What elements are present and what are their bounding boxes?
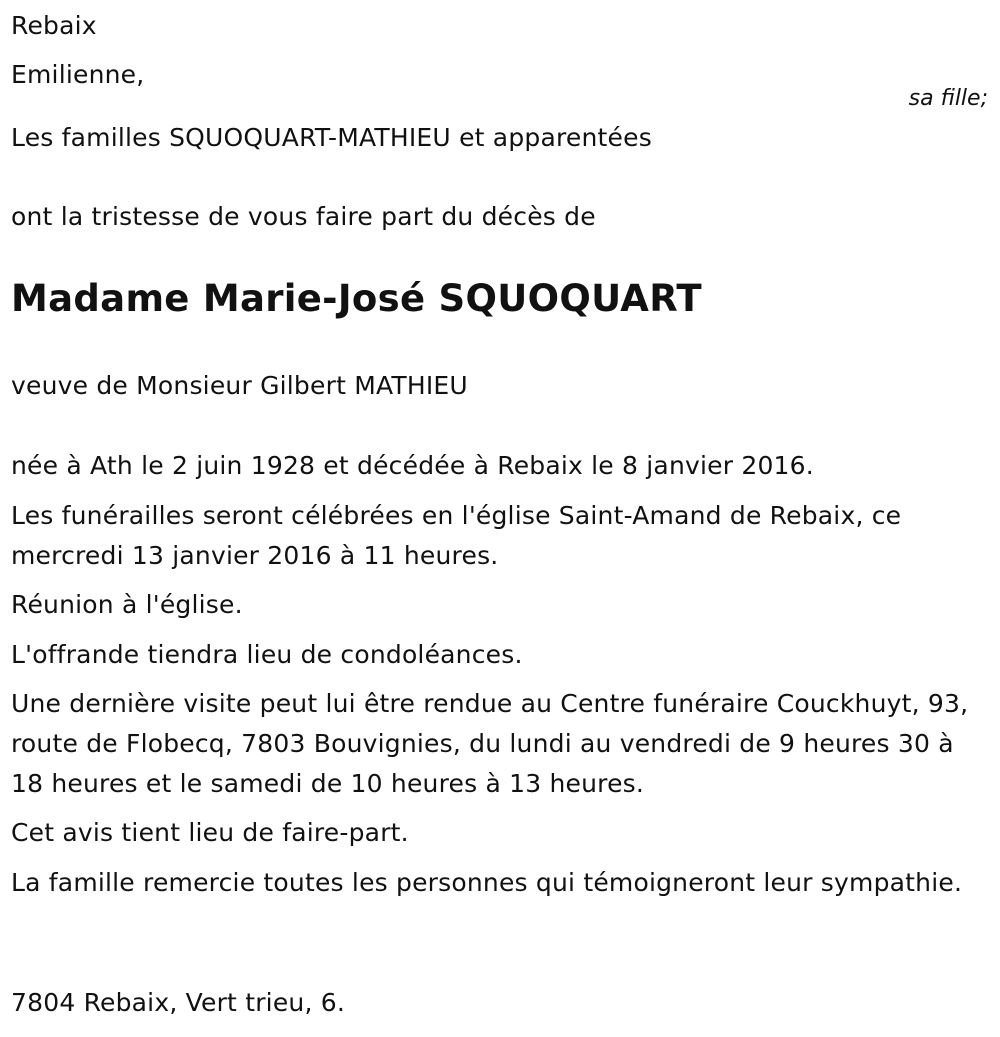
deceased-name: Madame Marie-José SQUOQUART — [11, 277, 702, 320]
visit-paragraph: Une dernière visite peut lui être rendue au Centre funéraire Couckhuyt, 93, route de Flobecq, 7803 Bouvignies, du lundi au vendredi de 9 heures 30 à 18 heures et le samedi de 10 heures à 13 heures. — [11, 689, 969, 798]
birth-death-line: née à Ath le 2 juin 1928 et décédée à Rebaix le 8 janvier 2016. — [11, 451, 814, 480]
survivor-name: Emilienne, — [11, 60, 145, 89]
offering-line: L'offrande tiendra lieu de condoléances. — [11, 640, 523, 669]
announcement-intro: ont la tristesse de vous faire part du décès de — [11, 202, 596, 231]
survivor-relation: sa fille; — [908, 86, 988, 111]
meeting-line: Réunion à l'église. — [11, 590, 243, 619]
footer-address: 7804 Rebaix, Vert trieu, 6. — [11, 988, 345, 1017]
families-line: Les familles SQUOQUART-MATHIEU et apparentées — [11, 123, 652, 152]
widow-of: veuve de Monsieur Gilbert MATHIEU — [11, 371, 468, 400]
header-place: Rebaix — [11, 11, 97, 40]
thanks-paragraph: La famille remercie toutes les personnes qui témoigneront leur sympathie. — [11, 868, 963, 897]
funeral-paragraph: Les funérailles seront célébrées en l'église Saint-Amand de Rebaix, ce mercredi 13 janvier 2016 à 11 heures. — [11, 501, 902, 570]
notice-line: Cet avis tient lieu de faire-part. — [11, 818, 409, 847]
